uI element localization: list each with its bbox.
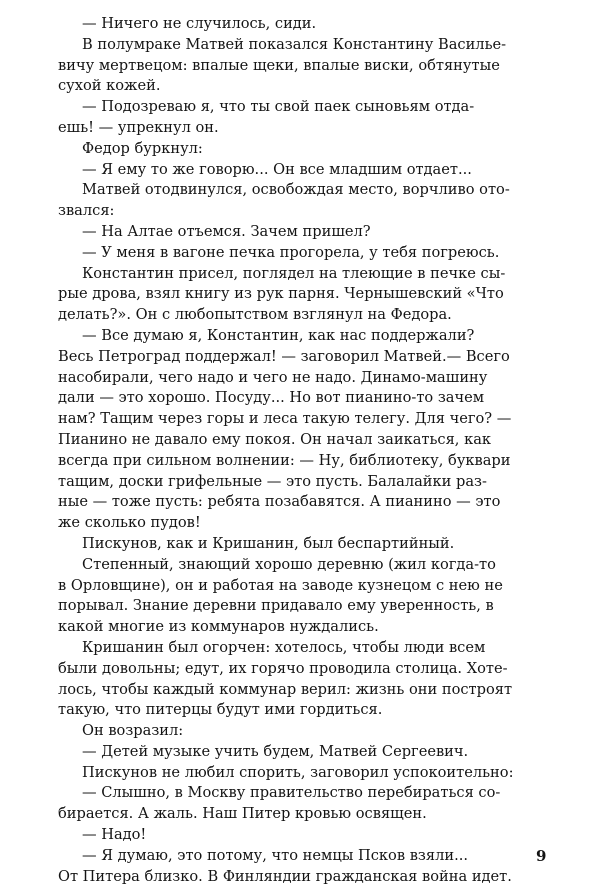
- text-line: Федор буркнул:: [82, 139, 203, 157]
- text-line: какой многие из коммунаров нуждались.: [58, 618, 379, 636]
- text-line: — Я думаю, это потому, что немцы Псков взяли...: [82, 846, 468, 864]
- text-line: звался:: [58, 202, 115, 220]
- page-number: 9: [536, 847, 547, 865]
- body-text: [58, 14, 558, 887]
- text-line: Степенный, знающий хорошо деревню (жил когда-то: [82, 555, 496, 573]
- text-line: Константин присел, поглядел на тлеющие в печке сы-: [82, 264, 506, 282]
- text-line: же сколько пудов!: [58, 514, 201, 532]
- text-line: в Орловщине), он и работая на заводе кузнецом с нею не: [58, 576, 503, 594]
- text-line: — На Алтае отъемся. Зачем пришел?: [82, 222, 371, 240]
- text-line: Пискунов не любил спорить, заговорил успокоительно:: [82, 763, 514, 781]
- text-line: лось, чтобы каждый коммунар верил: жизнь они построят: [58, 680, 513, 698]
- text-line: От Питера близко. В Финляндии гражданская война идет.: [58, 867, 512, 885]
- text-line: тащим, доски грифельные — это пусть. Балалайки раз-: [58, 472, 487, 490]
- text-line: насобирали, чего надо и чего не надо. Динамо-машину: [58, 368, 488, 386]
- text-line: Пианино не давало ему покоя. Он начал заикаться, как: [58, 430, 492, 448]
- text-line: — Детей музыке учить будем, Матвей Сергеевич.: [82, 742, 469, 760]
- text-line: Кришанин был огорчен: хотелось, чтобы люди всем: [82, 638, 486, 656]
- text-line: бирается. А жаль. Наш Питер кровью освящен.: [58, 805, 427, 823]
- text-line: ные — тоже пусть: ребята позабавятся. А пианино — это: [58, 493, 501, 511]
- text-line: — Слышно, в Москву правительство перебираться со-: [82, 784, 501, 802]
- text-line: ешь! — упрекнул он.: [58, 118, 219, 136]
- text-line: — Все думаю я, Константин, как нас поддержали?: [82, 326, 475, 344]
- text-line: дали — это хорошо. Посуду... Но вот пианино-то зачем: [58, 389, 485, 407]
- text-line: были довольны; едут, их горячо проводила столица. Хоте-: [58, 659, 508, 677]
- text-line: В полумраке Матвей показался Константину Василье-: [82, 35, 507, 53]
- text-line: Весь Петроград поддержал! — заговорил Матвей.— Всего: [58, 347, 510, 365]
- text-line: — Я ему то же говорю... Он все младшим отдает...: [82, 160, 472, 178]
- text-line: сухой кожей.: [58, 77, 161, 95]
- text-line: — Надо!: [82, 826, 147, 844]
- text-line: рые дрова, взял книгу из рук парня. Чернышевский «Что: [58, 285, 504, 303]
- text-line: всегда при сильном волнении: — Ну, библиотеку, буквари: [58, 451, 511, 469]
- text-line: Матвей отодвинулся, освобождая место, ворчливо ото-: [82, 181, 510, 199]
- text-line: делать?». Он с любопытством взглянул на Федора.: [58, 306, 452, 324]
- text-line: порывал. Знание деревни придавало ему уверенность, в: [58, 597, 494, 615]
- text-line: — Подозреваю я, что ты свой паек сыновьям отда-: [82, 98, 475, 116]
- text-line: такую, что питерцы будут ими гордиться.: [58, 701, 383, 719]
- text-line: вичу мертвецом: впалые щеки, впалые виски, обтянутые: [58, 56, 500, 74]
- text-line: Он возразил:: [82, 722, 184, 740]
- text-line: — Ничего не случилось, сиди.: [82, 15, 317, 32]
- text-line: нам? Тащим через горы и леса такую телегу. Для чего? —: [58, 410, 512, 428]
- text-line: Пискунов, как и Кришанин, был беспартийный.: [82, 534, 455, 552]
- text-line: — У меня в вагоне печка прогорела, у тебя погреюсь.: [82, 243, 500, 261]
